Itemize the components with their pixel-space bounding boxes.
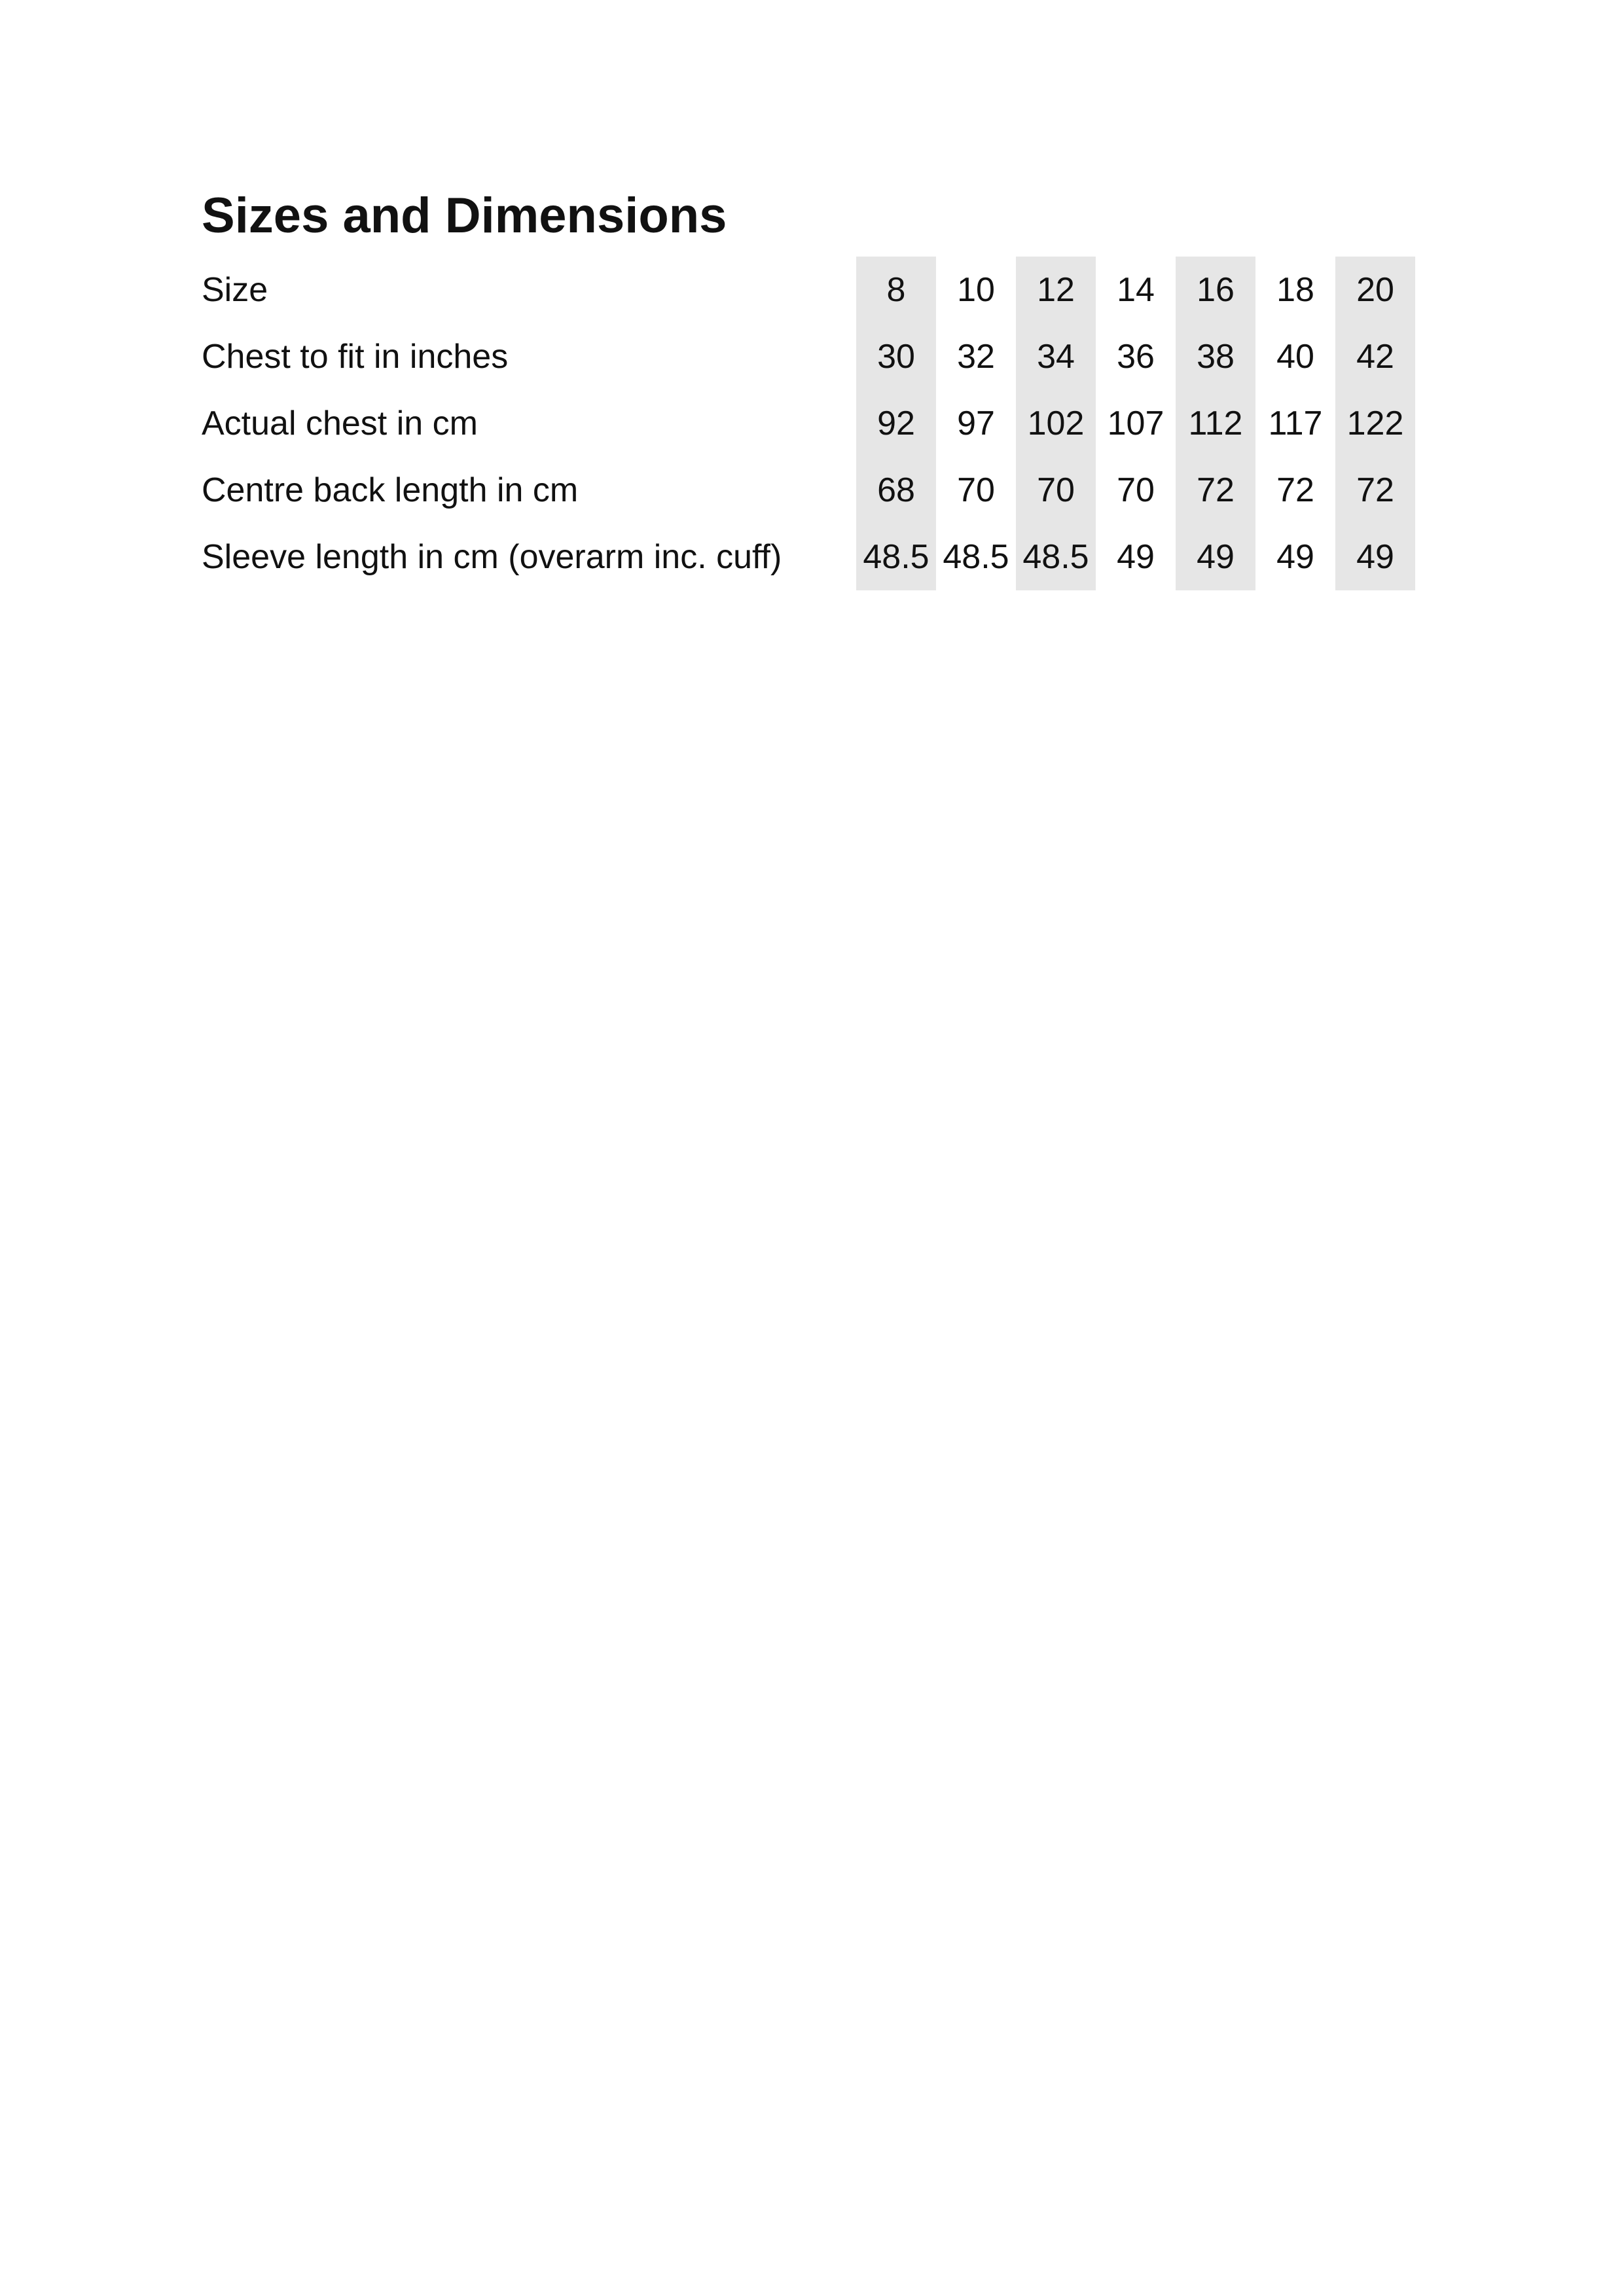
- table-cell: 72: [1176, 457, 1255, 524]
- table-cell: 48.5: [943, 538, 1009, 576]
- table-row-centre-back-length: [196, 457, 1415, 524]
- table-cell: 49: [1335, 524, 1415, 590]
- table-cell: 48.5: [856, 524, 936, 590]
- table-cell: 72: [1276, 471, 1314, 509]
- table-cell: 70: [1117, 471, 1155, 509]
- table-cell: 20: [1335, 257, 1415, 323]
- row-label: Size: [202, 271, 268, 309]
- table-cell: 10: [957, 271, 995, 309]
- table-cell: 107: [1107, 404, 1164, 442]
- table-cell: 72: [1335, 457, 1415, 524]
- table-row-size: [196, 257, 1415, 323]
- table-cell: 12: [1016, 257, 1096, 323]
- table-cell: 36: [1117, 338, 1155, 376]
- table-cell: 70: [1016, 457, 1096, 524]
- table-row-chest-to-fit: [196, 323, 1415, 390]
- table-row-actual-chest: [196, 390, 1415, 457]
- table-cell: 18: [1276, 271, 1314, 309]
- table-row-sleeve-length: [196, 524, 1415, 590]
- table-cell: 34: [1016, 323, 1096, 390]
- table-cell: 102: [1016, 390, 1096, 457]
- row-label: Centre back length in cm: [202, 471, 579, 509]
- table-cell: 32: [957, 338, 995, 376]
- table-cell: 38: [1176, 323, 1255, 390]
- table-cell: 8: [856, 257, 936, 323]
- table-cell: 40: [1276, 338, 1314, 376]
- table-cell: 30: [856, 323, 936, 390]
- table-cell: 14: [1117, 271, 1155, 309]
- table-cell: 49: [1176, 524, 1255, 590]
- table-cell: 68: [856, 457, 936, 524]
- row-label: Sleeve length in cm (overarm inc. cuff): [202, 538, 782, 576]
- table-cell: 49: [1117, 538, 1155, 576]
- row-label: Chest to fit in inches: [202, 338, 509, 376]
- table-cell: 112: [1176, 390, 1255, 457]
- page-title: Sizes and Dimensions: [202, 188, 727, 243]
- table-cell: 97: [957, 404, 995, 442]
- table-cell: 70: [957, 471, 995, 509]
- table-cell: 48.5: [1016, 524, 1096, 590]
- table-cell: 16: [1176, 257, 1255, 323]
- table-cell: 42: [1335, 323, 1415, 390]
- table-cell: 49: [1276, 538, 1314, 576]
- row-label: Actual chest in cm: [202, 404, 478, 442]
- size-chart-table: [196, 257, 1415, 590]
- table-cell: 117: [1268, 404, 1323, 442]
- table-cell: 92: [856, 390, 936, 457]
- table-cell: 122: [1335, 390, 1415, 457]
